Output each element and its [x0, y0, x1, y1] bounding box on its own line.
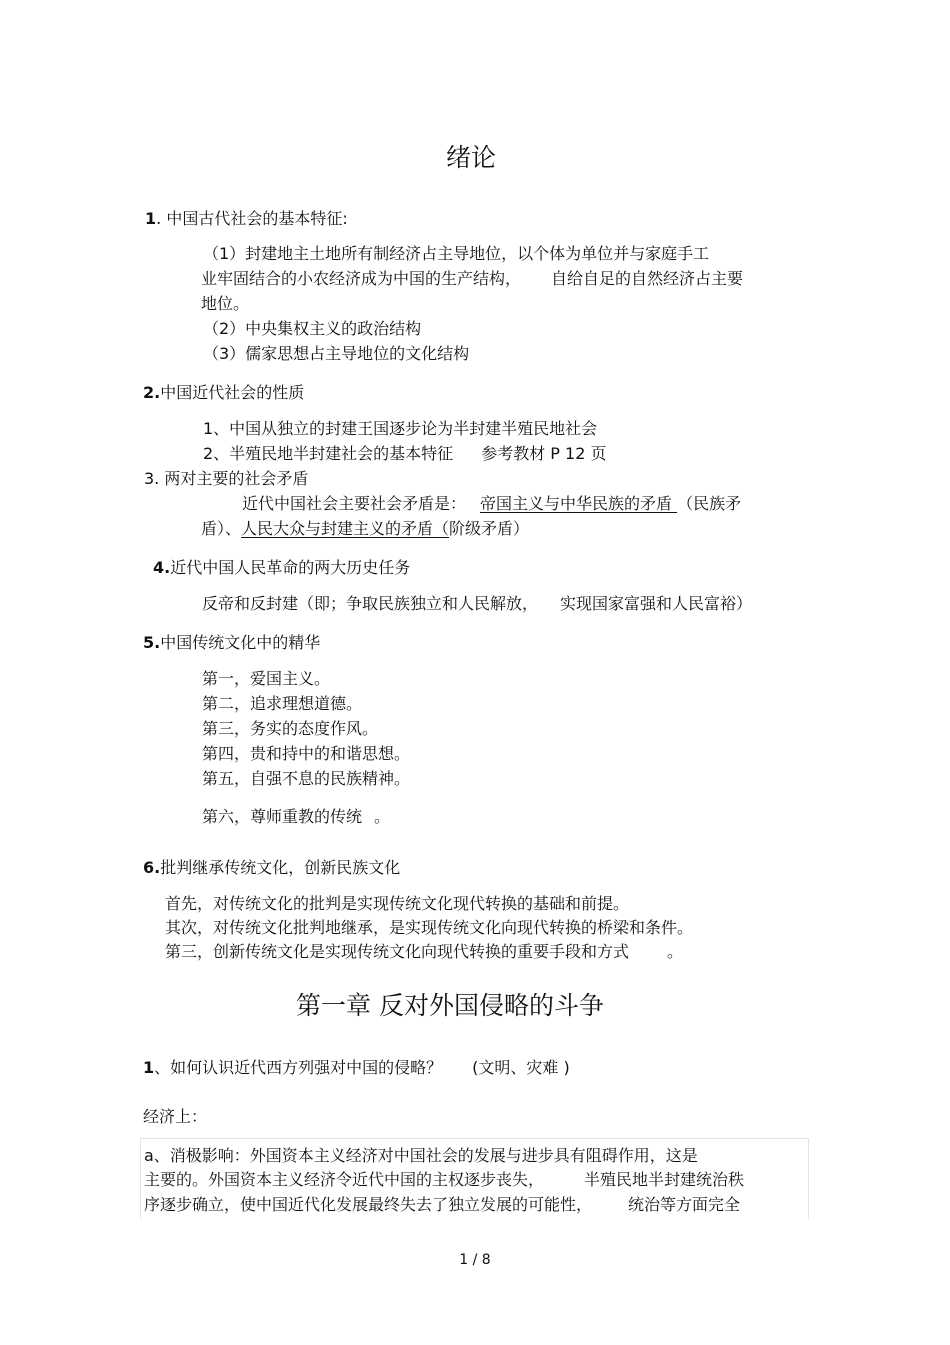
section-number: 4. [153, 558, 171, 577]
list-item: 第一，爱国主义。 [202, 669, 331, 688]
underlined-term: 帝国主义与中华民族的矛盾 [480, 494, 678, 513]
section-heading-text: . 中国古代社会的基本特征: [156, 209, 348, 228]
paragraph-line [201, 268, 743, 290]
paragraph-line: （1）封建地主土地所有制经济占主导地位，以个体为单位并与家庭手工 [203, 244, 710, 263]
text-run: 2、半殖民地半封建社会的基本特征 [203, 444, 454, 463]
section-heading-text: 批判继承传统文化，创新民族文化 [160, 858, 401, 877]
text-run: 统治等方面完全 [628, 1195, 741, 1214]
text-run: 半殖民地半封建统治秩 [584, 1170, 745, 1189]
section-number: 2. [143, 383, 161, 402]
list-item [202, 806, 390, 828]
text-run: 序逐步确立，使中国近代化发展最终失去了独立发展的可能性， [144, 1195, 593, 1214]
underlined-term: 人民大众与封建主义的矛盾（ [241, 519, 450, 538]
question-note: (文明、灾难 ) [472, 1058, 570, 1077]
intro-title: 绪论 [446, 143, 497, 172]
list-item [203, 443, 606, 465]
paragraph-line [202, 593, 752, 615]
text-run: 主要的。外国资本主义经济令近代中国的主权逐步丧失， [144, 1170, 545, 1189]
paragraph-line [242, 493, 741, 515]
text-run: 业牢固结合的小农经济成为中国的生产结构， [201, 269, 522, 288]
list-item: （3）儒家思想占主导地位的文化结构 [203, 344, 470, 363]
section-4-heading [153, 557, 410, 579]
text-run: （民族矛 [677, 494, 742, 513]
section-2-heading [143, 382, 304, 404]
text-run: 盾）、 [201, 519, 242, 538]
list-item: 第三，务实的态度作风。 [202, 719, 379, 738]
section-1-heading [145, 208, 348, 230]
question-number: 1 [143, 1058, 155, 1077]
list-item: （2）中央集权主义的政治结构 [203, 319, 422, 338]
paragraph-line [201, 518, 529, 540]
section-heading-text: 近代中国人民革命的两大历史任务 [170, 558, 411, 577]
text-run: 第三，创新传统文化是实现传统文化向现代转换的重要手段和方式 [165, 942, 630, 961]
paragraph-line [144, 1169, 744, 1191]
section-heading-text: 中国近代社会的性质 [160, 383, 305, 402]
section-number: 5. [143, 633, 161, 652]
chapter-1-title: 第一章 反对外国侵略的斗争 [296, 991, 604, 1020]
question-1 [143, 1057, 570, 1079]
list-item: 第五，自强不息的民族精神。 [202, 769, 411, 788]
question-text: 、如何认识近代西方列强对中国的侵略？ [154, 1058, 443, 1077]
paragraph-line: 首先，对传统文化的批判是实现传统文化现代转换的基础和前提。 [165, 894, 630, 913]
text-run: 阶级矛盾） [449, 519, 530, 538]
list-item: 第二，追求理想道德。 [202, 694, 363, 713]
textbook-reference: 参考教材 P 12 页 [481, 444, 607, 463]
list-item: 1、中国从独立的封建王国逐步论为半封建半殖民地社会 [203, 419, 598, 438]
economy-label: 经济上： [143, 1107, 208, 1126]
text-run: 近代中国社会主要社会矛盾是： [242, 494, 467, 513]
paragraph-line: 地位。 [201, 294, 250, 313]
text-run: 反帝和反封建（即；争取民族独立和人民解放， [202, 594, 539, 613]
paragraph-line: a、消极影响：外国资本主义经济对中国社会的发展与进步具有阻碍作用，这是 [144, 1146, 698, 1165]
paragraph-line [165, 941, 683, 963]
text-run: 自给自足的自然经济占主要 [551, 269, 744, 288]
text-run: 。 [374, 807, 391, 826]
section-5-heading [143, 632, 320, 654]
paragraph-line [144, 1194, 740, 1216]
section-heading-text: 中国传统文化中的精华 [160, 633, 321, 652]
section-number: 1 [145, 209, 157, 228]
paragraph-line: 其次，对传统文化批判地继承，是实现传统文化向现代转换的桥梁和条件。 [165, 918, 694, 937]
section-6-heading [143, 857, 400, 879]
page-number: 1 / 8 [459, 1252, 491, 1268]
text-run: 。 [667, 942, 684, 961]
text-run: 第六，尊师重教的传统 [202, 807, 363, 826]
section-3-heading: 3. 两对主要的社会矛盾 [144, 469, 309, 488]
text-run: 实现国家富强和人民富裕） [560, 594, 753, 613]
list-item: 第四，贵和持中的和谐思想。 [202, 744, 411, 763]
section-number: 6. [143, 858, 161, 877]
